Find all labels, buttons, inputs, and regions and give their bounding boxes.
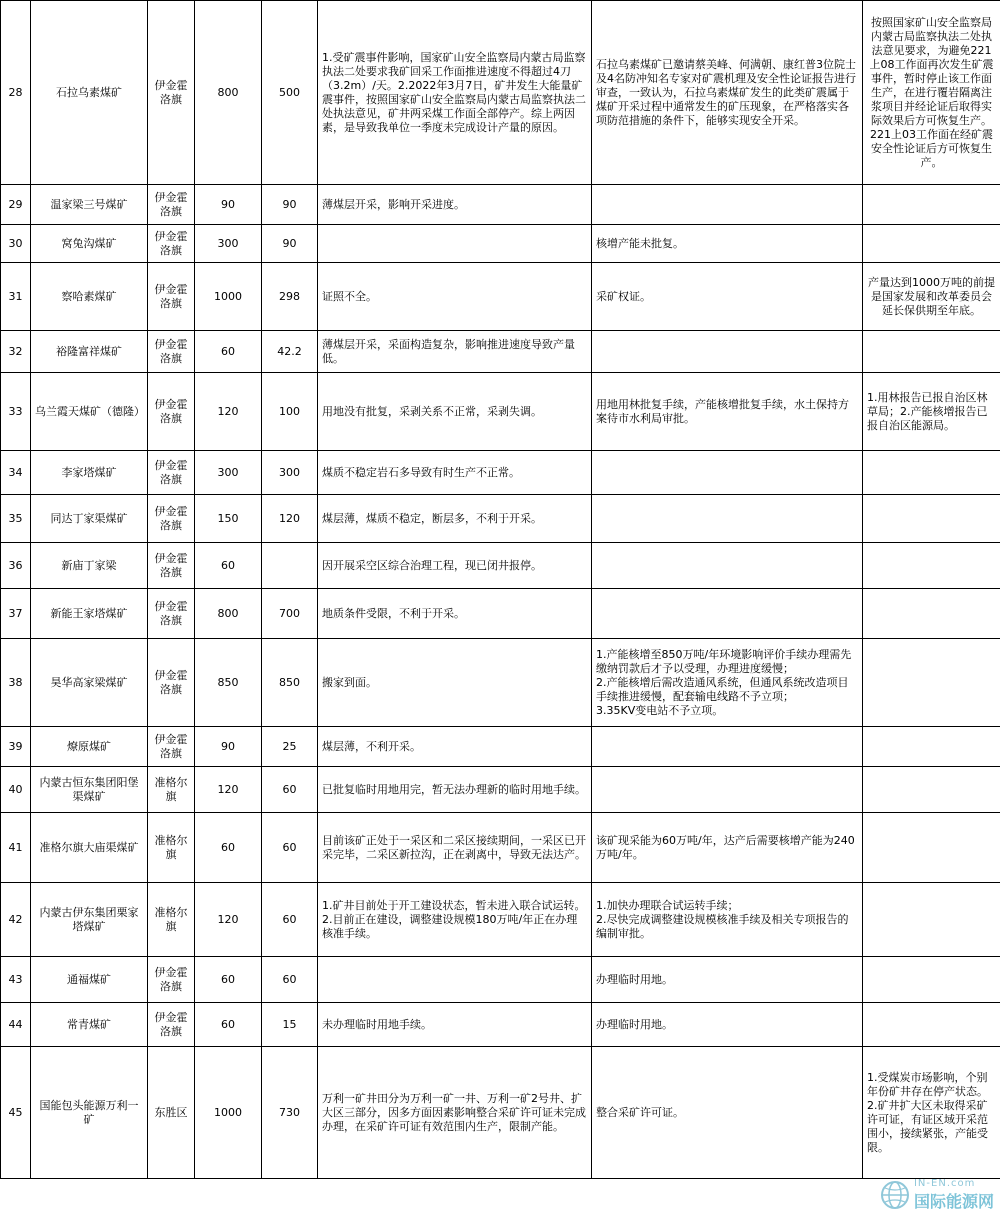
problem-text <box>592 331 863 373</box>
reason-text <box>318 225 592 263</box>
mine-name: 乌兰霞天煤矿（德隆） <box>31 373 148 451</box>
actual-output: 298 <box>262 263 318 331</box>
problem-text: 办理临时用地。 <box>592 1003 863 1047</box>
actual-output: 120 <box>262 495 318 543</box>
table-row <box>1 1003 1000 1047</box>
mine-name: 裕隆富祥煤矿 <box>31 331 148 373</box>
design-capacity: 60 <box>195 957 262 1003</box>
row-number: 41 <box>1 813 31 883</box>
progress-text <box>863 727 1000 767</box>
problem-text <box>592 451 863 495</box>
table-row <box>1 185 1000 225</box>
problem-text: 1.加快办理联合试运转手续； 2.尽快完成调整建设规模核准手续及相关专项报告的编制审批。 <box>592 883 863 957</box>
county: 准格尔旗 <box>148 767 195 813</box>
design-capacity: 60 <box>195 543 262 589</box>
progress-text <box>863 331 1000 373</box>
actual-output: 300 <box>262 451 318 495</box>
progress-text: 产量达到1000万吨的前提是国家发展和改革委员会延长保供期至年底。 <box>863 263 1000 331</box>
progress-text <box>863 957 1000 1003</box>
progress-text <box>863 495 1000 543</box>
actual-output: 730 <box>262 1047 318 1179</box>
design-capacity: 300 <box>195 451 262 495</box>
row-number: 39 <box>1 727 31 767</box>
problem-text <box>592 767 863 813</box>
mine-name: 同达丁家渠煤矿 <box>31 495 148 543</box>
county: 伊金霍洛旗 <box>148 331 195 373</box>
county: 伊金霍洛旗 <box>148 263 195 331</box>
reason-text: 因开展采空区综合治理工程，现已闭井报停。 <box>318 543 592 589</box>
row-number: 43 <box>1 957 31 1003</box>
row-number: 29 <box>1 185 31 225</box>
design-capacity: 90 <box>195 185 262 225</box>
design-capacity: 120 <box>195 883 262 957</box>
progress-text <box>863 883 1000 957</box>
county: 东胜区 <box>148 1047 195 1179</box>
table-row <box>1 883 1000 957</box>
design-capacity: 120 <box>195 767 262 813</box>
problem-text <box>592 589 863 639</box>
problem-text: 办理临时用地。 <box>592 957 863 1003</box>
mine-name: 新能王家塔煤矿 <box>31 589 148 639</box>
actual-output: 15 <box>262 1003 318 1047</box>
table-row <box>1 373 1000 451</box>
problem-text: 该矿现采能为60万吨/年，达产后需要核增产能为240万吨/年。 <box>592 813 863 883</box>
mine-name: 燎原煤矿 <box>31 727 148 767</box>
reason-text: 已批复临时用地用完，暂无法办理新的临时用地手续。 <box>318 767 592 813</box>
table-row <box>1 225 1000 263</box>
design-capacity: 300 <box>195 225 262 263</box>
reason-text: 证照不全。 <box>318 263 592 331</box>
reason-text: 煤质不稳定岩石多导致有时生产不正常。 <box>318 451 592 495</box>
table-row <box>1 639 1000 727</box>
mine-name: 国能包头能源万利一矿 <box>31 1047 148 1179</box>
table-row <box>1 767 1000 813</box>
row-number: 30 <box>1 225 31 263</box>
design-capacity: 800 <box>195 1 262 185</box>
row-number: 31 <box>1 263 31 331</box>
table-row <box>1 813 1000 883</box>
reason-text: 1.受矿震事件影响，国家矿山安全监察局内蒙古局监察执法二处要求我矿回采工作面推进速度不得超过4刀（3.2m）/天。2.2022年3月7日，矿井发生大能量矿震事件，按照国家矿山安全监察局内蒙古局监察执法二处执法意见，矿井两采煤工作面全部停产。综上两因素，是导致我单位一季度未完成设计产量的原因。 <box>318 1 592 185</box>
mine-name: 察哈素煤矿 <box>31 263 148 331</box>
actual-output: 90 <box>262 185 318 225</box>
problem-text <box>592 543 863 589</box>
county: 伊金霍洛旗 <box>148 1 195 185</box>
problem-text <box>592 495 863 543</box>
mine-name: 常青煤矿 <box>31 1003 148 1047</box>
actual-output <box>262 543 318 589</box>
mine-name: 内蒙古伊东集团栗家塔煤矿 <box>31 883 148 957</box>
county: 准格尔旗 <box>148 813 195 883</box>
actual-output: 42.2 <box>262 331 318 373</box>
globe-logo-icon <box>880 1180 910 1210</box>
county: 伊金霍洛旗 <box>148 727 195 767</box>
actual-output: 60 <box>262 957 318 1003</box>
progress-text <box>863 225 1000 263</box>
table-row <box>1 1 1000 185</box>
progress-text <box>863 1003 1000 1047</box>
county: 伊金霍洛旗 <box>148 225 195 263</box>
row-number: 37 <box>1 589 31 639</box>
reason-text <box>318 957 592 1003</box>
design-capacity: 90 <box>195 727 262 767</box>
progress-text: 按照国家矿山安全监察局内蒙古局监察执法二处执法意见要求，为避免221上08工作面再次发生矿震事件，暂时停止该工作面生产，在进行覆岩隔离注浆项目并经论证后取得实际效果后方可恢复生产。221上03工作面在经矿震安全性论证后方可恢复生产。 <box>863 1 1000 185</box>
progress-text: 1.用林报告已报自治区林草局；2.产能核增报告已报自治区能源局。 <box>863 373 1000 451</box>
mine-name: 昊华高家梁煤矿 <box>31 639 148 727</box>
design-capacity: 150 <box>195 495 262 543</box>
problem-text: 1.产能核增至850万吨/年环境影响评价手续办理需先缴纳罚款后才予以受理，办理进度缓慢； 2.产能核增后需改造通风系统，但通风系统改造项目手续推进缓慢，配套输电线路不予立项； 3.35KV变电站不予立项。 <box>592 639 863 727</box>
design-capacity: 60 <box>195 813 262 883</box>
reason-text: 煤层薄，煤质不稳定，断层多，不利于开采。 <box>318 495 592 543</box>
problem-text: 用地用林批复手续，产能核增批复手续，水土保持方案待市水利局审批。 <box>592 373 863 451</box>
table-row <box>1 495 1000 543</box>
progress-text: 1.受煤炭市场影响，个别年份矿井存在停产状态。 2.矿井扩大区未取得采矿许可证，有证区域开采范围小，接续紧张，产能受限。 <box>863 1047 1000 1179</box>
county: 伊金霍洛旗 <box>148 185 195 225</box>
row-number: 44 <box>1 1003 31 1047</box>
table-row <box>1 589 1000 639</box>
table-row <box>1 957 1000 1003</box>
row-number: 40 <box>1 767 31 813</box>
problem-text <box>592 727 863 767</box>
reason-text: 薄煤层开采，影响开采进度。 <box>318 185 592 225</box>
reason-text: 薄煤层开采，采面构造复杂，影响推进速度导致产量低。 <box>318 331 592 373</box>
table-row <box>1 451 1000 495</box>
design-capacity: 800 <box>195 589 262 639</box>
reason-text: 万利一矿井田分为万利一矿一井、万利一矿2号井、扩大区三部分，因多方面因素影响整合采矿许可证未完成办理，在采矿许可证有效范围内生产，限制产能。 <box>318 1047 592 1179</box>
reason-text: 目前该矿正处于一采区和二采区接续期间，一采区已开采完毕，二采区新拉沟，正在剥离中，导致无法达产。 <box>318 813 592 883</box>
county: 伊金霍洛旗 <box>148 495 195 543</box>
progress-text <box>863 589 1000 639</box>
county: 准格尔旗 <box>148 883 195 957</box>
reason-text: 搬家到面。 <box>318 639 592 727</box>
design-capacity: 1000 <box>195 1047 262 1179</box>
design-capacity: 850 <box>195 639 262 727</box>
design-capacity: 1000 <box>195 263 262 331</box>
county: 伊金霍洛旗 <box>148 639 195 727</box>
row-number: 28 <box>1 1 31 185</box>
actual-output: 500 <box>262 1 318 185</box>
row-number: 36 <box>1 543 31 589</box>
county: 伊金霍洛旗 <box>148 543 195 589</box>
actual-output: 100 <box>262 373 318 451</box>
table-row <box>1 727 1000 767</box>
problem-text: 核增产能未批复。 <box>592 225 863 263</box>
actual-output: 60 <box>262 813 318 883</box>
actual-output: 700 <box>262 589 318 639</box>
mine-name: 内蒙古恒东集团阳堡渠煤矿 <box>31 767 148 813</box>
problem-text: 采矿权证。 <box>592 263 863 331</box>
reason-text: 地质条件受限，不利于开采。 <box>318 589 592 639</box>
row-number: 35 <box>1 495 31 543</box>
reason-text: 煤层薄，不利开采。 <box>318 727 592 767</box>
design-capacity: 60 <box>195 331 262 373</box>
table-row <box>1 1047 1000 1179</box>
reason-text: 未办理临时用地手续。 <box>318 1003 592 1047</box>
actual-output: 850 <box>262 639 318 727</box>
row-number: 32 <box>1 331 31 373</box>
actual-output: 90 <box>262 225 318 263</box>
row-number: 33 <box>1 373 31 451</box>
row-number: 45 <box>1 1047 31 1179</box>
reason-text: 1.矿井目前处于开工建设状态，暂未进入联合试运转。2.目前正在建设，调整建设规模180万吨/年正在办理核准手续。 <box>318 883 592 957</box>
actual-output: 60 <box>262 767 318 813</box>
mine-name: 窝兔沟煤矿 <box>31 225 148 263</box>
mine-name: 通福煤矿 <box>31 957 148 1003</box>
county: 伊金霍洛旗 <box>148 589 195 639</box>
progress-text <box>863 767 1000 813</box>
watermark-name: 国际能源网 <box>913 1192 994 1211</box>
progress-text <box>863 543 1000 589</box>
county: 伊金霍洛旗 <box>148 451 195 495</box>
problem-text: 整合采矿许可证。 <box>592 1047 863 1179</box>
progress-text <box>863 451 1000 495</box>
progress-text <box>863 813 1000 883</box>
county: 伊金霍洛旗 <box>148 373 195 451</box>
site-watermark <box>880 1178 994 1212</box>
mine-name: 石拉乌素煤矿 <box>31 1 148 185</box>
actual-output: 60 <box>262 883 318 957</box>
table-row <box>1 263 1000 331</box>
design-capacity: 60 <box>195 1003 262 1047</box>
mine-name: 李家塔煤矿 <box>31 451 148 495</box>
actual-output: 25 <box>262 727 318 767</box>
design-capacity: 120 <box>195 373 262 451</box>
reason-text: 用地没有批复，采剥关系不正常，采剥失调。 <box>318 373 592 451</box>
mine-name: 准格尔旗大庙渠煤矿 <box>31 813 148 883</box>
progress-text <box>863 185 1000 225</box>
row-number: 34 <box>1 451 31 495</box>
table-row <box>1 331 1000 373</box>
county: 伊金霍洛旗 <box>148 957 195 1003</box>
row-number: 42 <box>1 883 31 957</box>
progress-text <box>863 639 1000 727</box>
table-row <box>1 543 1000 589</box>
problem-text: 石拉乌素煤矿已邀请蔡美峰、何满朝、康红普3位院士及4名防冲知名专家对矿震机理及安全性论证报告进行审查，一致认为，石拉乌素煤矿发生的此类矿震属于煤矿开采过程中通常发生的矿压现象，在严格落实各项防范措施的条件下，能够实现安全开采。 <box>592 1 863 185</box>
mine-name: 温家梁三号煤矿 <box>31 185 148 225</box>
mine-name: 新庙丁家梁 <box>31 543 148 589</box>
problem-text <box>592 185 863 225</box>
row-number: 38 <box>1 639 31 727</box>
watermark-url: IN-EN.com <box>913 1178 976 1189</box>
county: 伊金霍洛旗 <box>148 1003 195 1047</box>
